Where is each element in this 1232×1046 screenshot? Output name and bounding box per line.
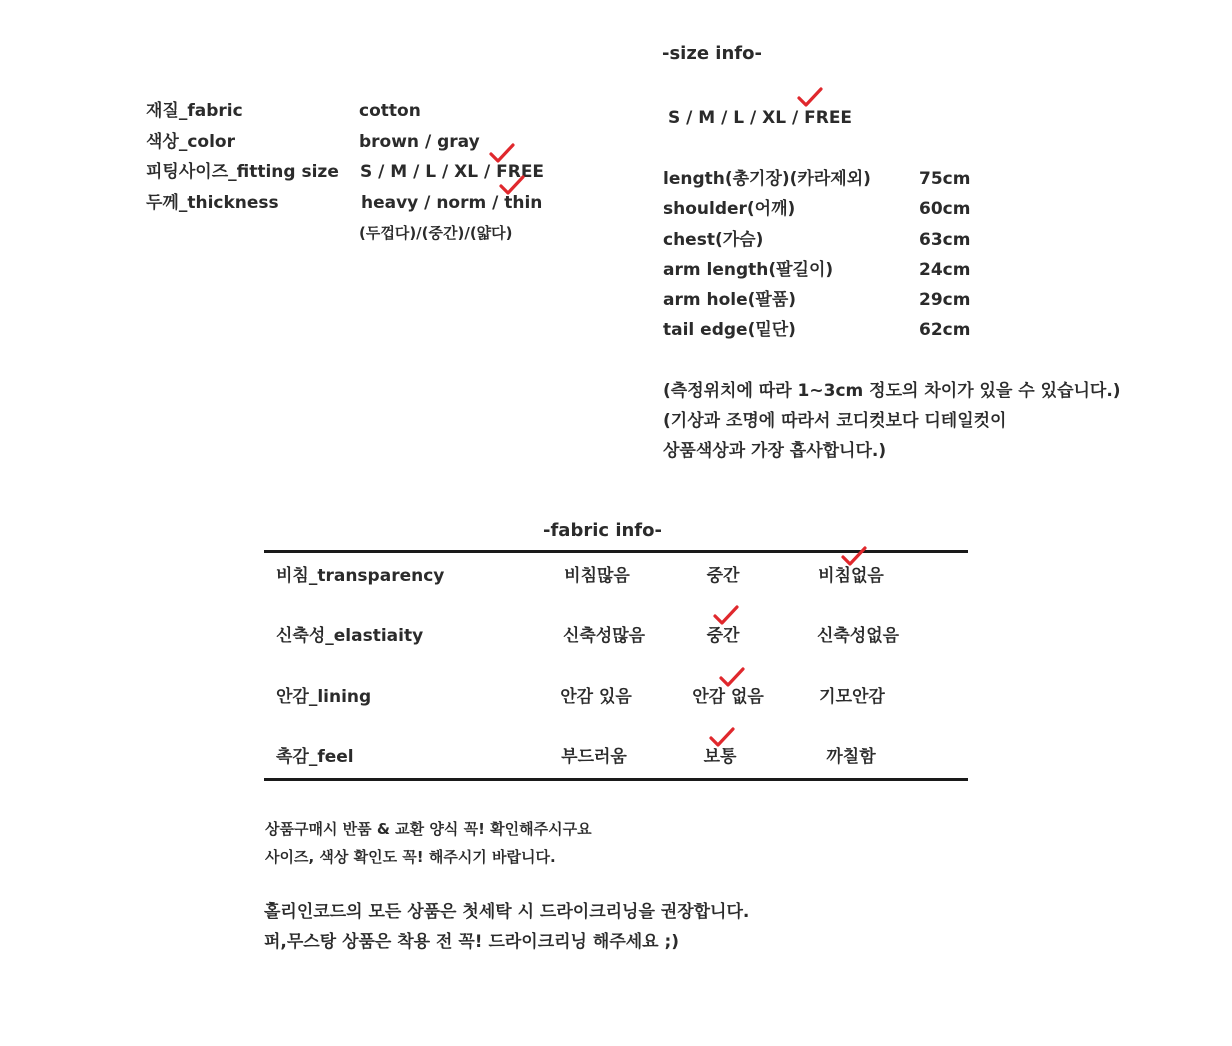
spec-value-fitting-size: S / M / L / XL / FREE [360, 162, 545, 182]
fabric-info-title: -fabric info- [543, 520, 662, 541]
measure-label-chest: chest(가슴) [663, 230, 764, 250]
spec-value-fabric: cotton [359, 101, 421, 121]
fabric-option-selected: 보통 [703, 747, 737, 767]
size-note-3: 상품색상과 가장 흡사합니다.) [663, 441, 887, 461]
measure-label-shoulder: shoulder(어깨) [663, 199, 796, 219]
size-note-2: (기상과 조명에 따라서 코디컷보다 디테일컷이 [663, 411, 1007, 431]
measure-value-length: 75cm [919, 169, 971, 189]
fabric-row-label-elasticity: 신축성_elastiaity [276, 626, 424, 646]
fabric-option: 까칠함 [826, 747, 876, 767]
notice-line-4: 퍼,무스탕 상품은 착용 전 꼭! 드라이크리닝 해주세요 ;) [264, 932, 680, 952]
spec-value-color: brown / gray [359, 132, 480, 152]
table-bottom-rule [264, 778, 968, 781]
measure-value-arm-hole: 29cm [919, 290, 971, 310]
fabric-option-selected: 비침없음 [818, 566, 884, 586]
spec-label-fitting-size: 피팅사이즈_fitting size [146, 162, 339, 182]
size-options: S / M / L / XL / FREE [668, 108, 853, 128]
measure-value-chest: 63cm [919, 230, 971, 250]
check-mark-icon [488, 142, 516, 166]
size-note-1: (측정위치에 따라 1~3cm 정도의 차이가 있을 수 있습니다.) [663, 381, 1121, 401]
measure-label-arm-length: arm length(팔길이) [663, 260, 834, 280]
measure-label-tail-edge: tail edge(밑단) [663, 320, 796, 340]
fabric-row-label-transparency: 비침_transparency [276, 566, 445, 586]
measure-value-shoulder: 60cm [919, 199, 971, 219]
fabric-row-label-lining: 안감_lining [276, 687, 372, 707]
fabric-row-label-feel: 촉감_feel [276, 747, 354, 767]
fabric-option-selected: 안감 없음 [692, 687, 764, 707]
size-info-title: -size info- [662, 43, 762, 64]
fabric-option-selected: 중간 [706, 626, 740, 646]
fabric-option: 비침많음 [564, 566, 630, 586]
spec-label-color: 색상_color [146, 132, 235, 152]
check-mark-icon [840, 545, 868, 569]
check-mark-icon [498, 174, 526, 198]
notice-line-2: 사이즈, 색상 확인도 꼭! 해주시기 바랍니다. [265, 848, 556, 866]
measure-label-length: length(총기장)(카라제외) [663, 169, 871, 189]
notice-line-3: 홀리인코드의 모든 상품은 첫세탁 시 드라이크리닝을 권장합니다. [264, 902, 750, 922]
fabric-option: 중간 [706, 566, 740, 586]
spec-thickness-note: (두껍다)/(중간)/(얇다) [359, 224, 513, 242]
fabric-option: 안감 있음 [560, 687, 632, 707]
spec-label-fabric: 재질_fabric [146, 101, 243, 121]
check-mark-icon [708, 726, 736, 750]
spec-value-thickness: heavy / norm / thin [361, 193, 543, 213]
check-mark-icon [718, 666, 746, 690]
measure-value-arm-length: 24cm [919, 260, 971, 280]
fabric-option: 신축성없음 [816, 626, 900, 646]
measure-label-arm-hole: arm hole(팔품) [663, 290, 797, 310]
fabric-option: 신축성많음 [562, 626, 646, 646]
measure-value-tail-edge: 62cm [919, 320, 971, 340]
fabric-option: 기모안감 [819, 687, 885, 707]
check-mark-icon [712, 604, 740, 628]
fabric-option: 부드러움 [561, 747, 627, 767]
notice-line-1: 상품구매시 반품 & 교환 양식 꼭! 확인해주시구요 [265, 820, 592, 838]
spec-label-thickness: 두께_thickness [146, 193, 279, 213]
check-mark-icon [796, 86, 824, 110]
